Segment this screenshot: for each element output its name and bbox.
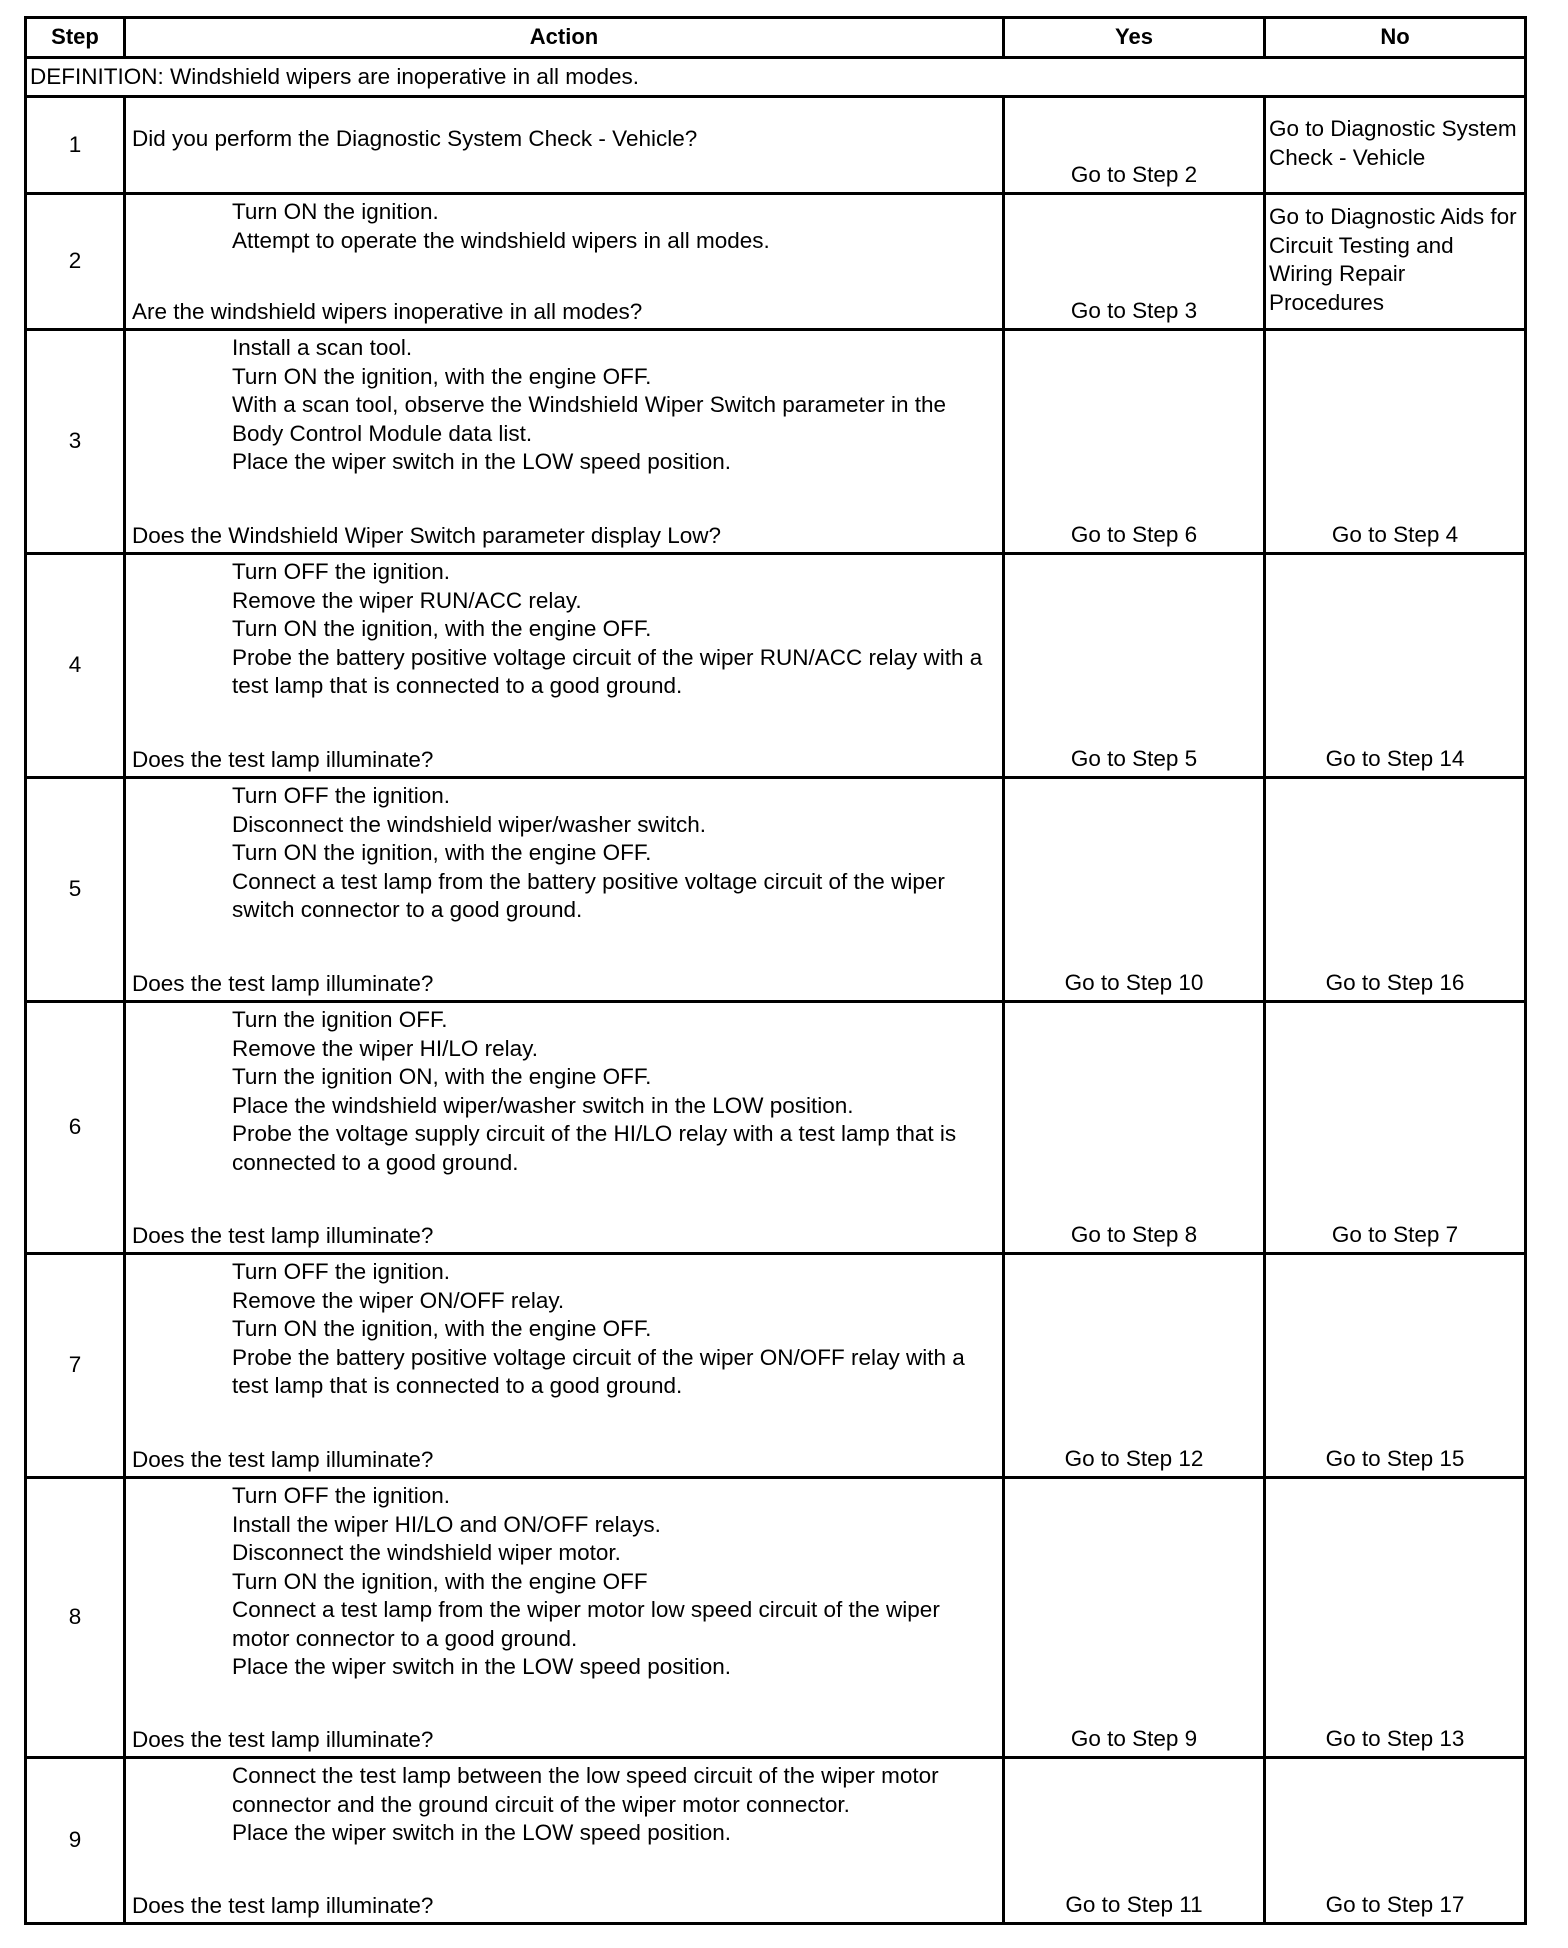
yes-result: Go to Step 9	[1004, 1478, 1265, 1758]
instruction-line: Probe the battery positive voltage circuit of the wiper RUN/ACC relay with a test lamp that is connected to a good ground.	[232, 644, 983, 698]
question-text: Does the test lamp illuminate?	[132, 1726, 434, 1752]
instruction-line: Turn ON the ignition.	[232, 199, 439, 224]
action-cell	[125, 97, 1004, 194]
no-result: Go to Step 14	[1265, 554, 1526, 778]
instruction-line: Turn the ignition ON, with the engine OFF.	[232, 1064, 652, 1089]
instruction-line: Connect a test lamp from the wiper motor low speed circuit of the wiper motor connector to a good ground.	[232, 1597, 940, 1651]
instruction-line: Disconnect the windshield wiper motor.	[232, 1540, 621, 1565]
step-number: 5	[26, 778, 125, 1002]
instruction-line: With a scan tool, observe the Windshield Wiper Switch parameter in the Body Control Module data list.	[232, 392, 947, 446]
step-row	[26, 330, 1526, 554]
instruction-line: Turn ON the ignition, with the engine OFF.	[232, 616, 652, 641]
step-number: 1	[26, 97, 125, 194]
yes-result: Go to Step 3	[1004, 194, 1265, 330]
no-result: Go to Diagnostic System Check - Vehicle	[1265, 97, 1526, 194]
action-cell	[125, 330, 1004, 554]
instruction-line: Probe the voltage supply circuit of the HI/LO relay with a test lamp that is connected to a good ground.	[232, 1121, 957, 1175]
action-cell	[125, 1002, 1004, 1254]
question-text: Are the windshield wipers inoperative in all modes?	[132, 298, 643, 324]
question-text: Does the Windshield Wiper Switch parameter display Low?	[132, 522, 722, 548]
instruction-line: Turn ON the ignition, with the engine OFF	[232, 1568, 648, 1594]
action-cell	[125, 554, 1004, 778]
instruction-list	[132, 558, 994, 701]
instruction-line: Probe the battery positive voltage circuit of the wiper ON/OFF relay with a test lamp that is connected to a good ground.	[232, 1344, 965, 1398]
step-row	[26, 97, 1526, 194]
no-result: Go to Step 17	[1265, 1758, 1526, 1924]
diagnostic-table	[24, 16, 1527, 1925]
yes-result: Go to Step 10	[1004, 778, 1265, 1002]
instruction-line: Turn OFF the ignition.	[232, 1483, 451, 1508]
definition-text: DEFINITION: Windshield wipers are inoperative in all modes.	[26, 58, 1526, 97]
instruction-line: Remove the wiper RUN/ACC relay.	[232, 587, 582, 613]
step-row	[26, 1758, 1526, 1924]
no-result: Go to Diagnostic Aids for Circuit Testing and Wiring Repair Procedures	[1265, 194, 1526, 330]
instruction-line: Turn OFF the ignition.	[232, 1259, 451, 1284]
step-number: 8	[26, 1478, 125, 1758]
yes-result: Go to Step 5	[1004, 554, 1265, 778]
instruction-line: Place the wiper switch in the LOW speed position.	[232, 449, 731, 474]
instruction-line: Remove the wiper HI/LO relay.	[232, 1035, 538, 1061]
step-row	[26, 1478, 1526, 1758]
no-result: Go to Step 16	[1265, 778, 1526, 1002]
step-row	[26, 778, 1526, 1002]
action-cell	[125, 1758, 1004, 1924]
instruction-line: Attempt to operate the windshield wipers in all modes.	[232, 227, 770, 253]
instruction-list	[132, 782, 994, 925]
header-row	[26, 18, 1526, 58]
yes-result: Go to Step 6	[1004, 330, 1265, 554]
instruction-line: Turn the ignition OFF.	[232, 1007, 448, 1032]
step-number: 6	[26, 1002, 125, 1254]
header-yes: Yes	[1004, 18, 1265, 58]
no-result: Go to Step 15	[1265, 1254, 1526, 1478]
step-row	[26, 554, 1526, 778]
instruction-line: Disconnect the windshield wiper/washer switch.	[232, 811, 706, 837]
header-no: No	[1265, 18, 1526, 58]
instruction-line: Install the wiper HI/LO and ON/OFF relays.	[232, 1511, 661, 1537]
question-text: Does the test lamp illuminate?	[132, 1892, 434, 1918]
step-number: 4	[26, 554, 125, 778]
instruction-line: Remove the wiper ON/OFF relay.	[232, 1287, 565, 1313]
instruction-list	[132, 1006, 994, 1177]
step-row	[26, 194, 1526, 330]
no-result: Go to Step 7	[1265, 1002, 1526, 1254]
header-action: Action	[125, 18, 1004, 58]
instruction-line: Turn OFF the ignition.	[232, 783, 451, 808]
instruction-line: Turn ON the ignition, with the engine OFF.	[232, 1316, 652, 1341]
no-result: Go to Step 4	[1265, 330, 1526, 554]
header-step: Step	[26, 18, 125, 58]
instruction-line: Connect a test lamp from the battery positive voltage circuit of the wiper switch connector to a good ground.	[232, 868, 945, 922]
question-text: Does the test lamp illuminate?	[132, 1446, 434, 1472]
action-cell	[125, 778, 1004, 1002]
instruction-line: Connect the test lamp between the low speed circuit of the wiper motor connector and the ground circuit of the wiper motor connector.	[232, 1763, 939, 1817]
yes-result: Go to Step 8	[1004, 1002, 1265, 1254]
step-number: 9	[26, 1758, 125, 1924]
instruction-list	[132, 198, 994, 255]
step-row	[26, 1254, 1526, 1478]
yes-result: Go to Step 2	[1004, 97, 1265, 194]
instruction-line: Place the windshield wiper/washer switch in the LOW position.	[232, 1092, 854, 1118]
step-number: 7	[26, 1254, 125, 1478]
step-number: 2	[26, 194, 125, 330]
instruction-line: Turn ON the ignition, with the engine OFF.	[232, 363, 652, 389]
instruction-line: Turn OFF the ignition.	[232, 559, 451, 584]
instruction-list	[132, 1482, 994, 1682]
instruction-line: Turn ON the ignition, with the engine OFF.	[232, 840, 652, 865]
yes-result: Go to Step 11	[1004, 1758, 1265, 1924]
step-number: 3	[26, 330, 125, 554]
definition-row	[26, 58, 1526, 97]
instruction-list	[132, 1258, 994, 1401]
instruction-line: Place the wiper switch in the LOW speed position.	[232, 1654, 731, 1679]
instruction-list	[132, 334, 994, 477]
yes-result: Go to Step 12	[1004, 1254, 1265, 1478]
question-text: Does the test lamp illuminate?	[132, 1222, 434, 1248]
instruction-line: Install a scan tool.	[232, 335, 413, 360]
action-cell	[125, 194, 1004, 330]
action-cell	[125, 1254, 1004, 1478]
question-text: Did you perform the Diagnostic System Check - Vehicle?	[132, 126, 698, 151]
step-row	[26, 1002, 1526, 1254]
action-cell	[125, 1478, 1004, 1758]
no-result: Go to Step 13	[1265, 1478, 1526, 1758]
instruction-list	[132, 1762, 994, 1848]
question-text: Does the test lamp illuminate?	[132, 746, 434, 772]
question-text: Does the test lamp illuminate?	[132, 970, 434, 996]
instruction-line: Place the wiper switch in the LOW speed position.	[232, 1820, 731, 1845]
